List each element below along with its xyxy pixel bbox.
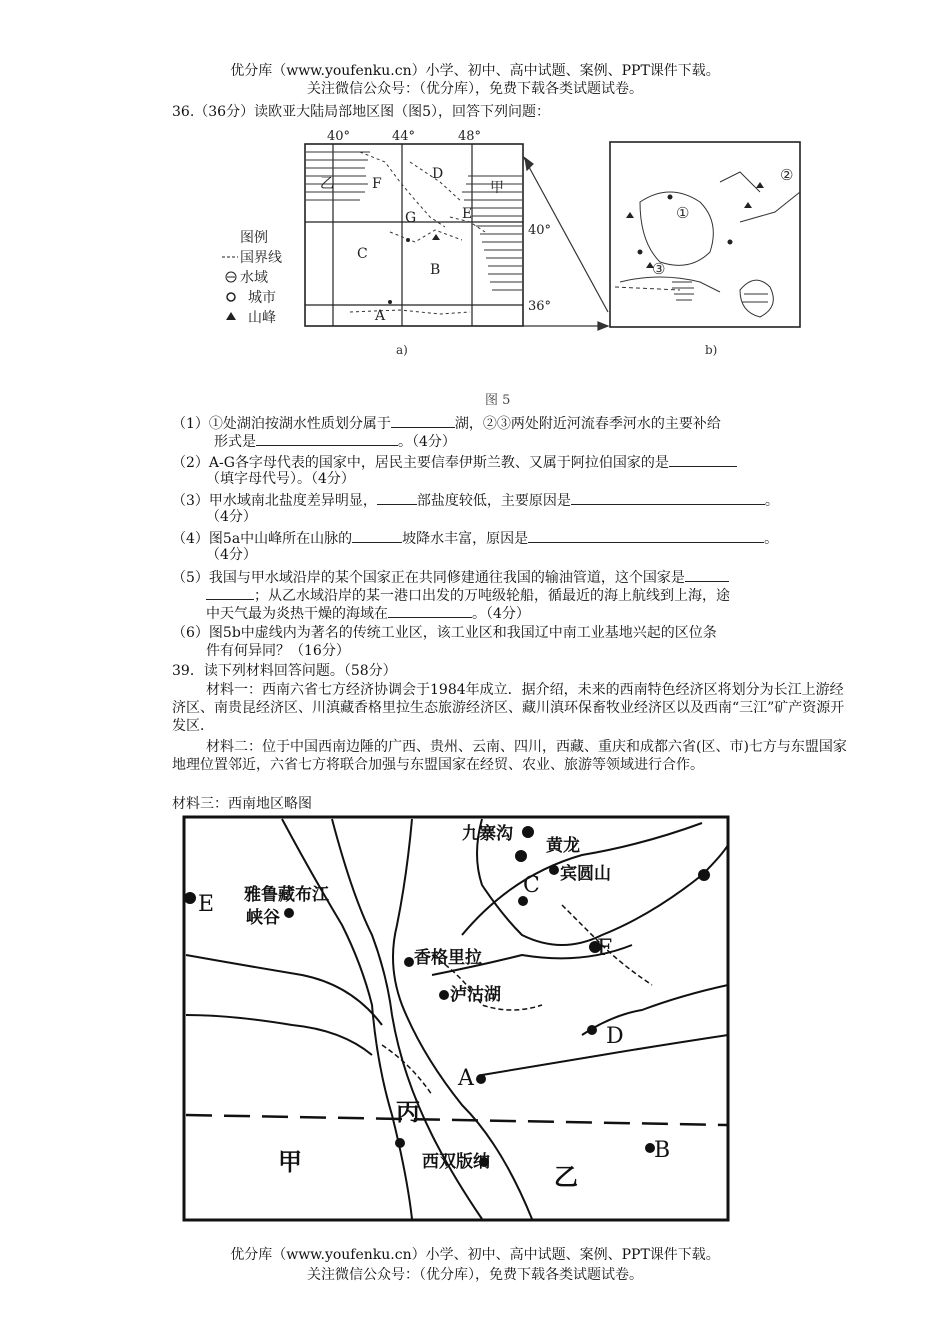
southwest-map xyxy=(182,815,730,1223)
country-letter-C: C xyxy=(357,246,368,262)
country-letter-D: D xyxy=(432,166,444,182)
label-lugu: 泸沽湖 xyxy=(450,985,501,1005)
q36-s6-line1: （6）图5b中虚线内为著名的传统工业区，该工业区和我国辽中南工业基地兴起的区位条 xyxy=(172,625,717,641)
map-label-jia: 甲 xyxy=(278,1147,302,1176)
lon-label-48: 48° xyxy=(458,129,482,144)
figure-5a-map xyxy=(305,129,551,357)
legend-water: 水域 xyxy=(240,270,268,286)
legend-peak: 山峰 xyxy=(248,310,276,326)
country-letter-B: B xyxy=(430,262,441,278)
q39-material-1: 材料一：西南六省七方经济协调会于1984年成立．据介绍，未来的西南特色经济区将划分为长江上游经济区、南贵昆经济区、川滇藏香格里拉生态旅游经济区、藏川滇环保畜牧业经济区以及西南“三江”矿产资源开发区． xyxy=(172,682,845,734)
country-letter-E: E xyxy=(462,206,473,222)
figure-5-legend xyxy=(222,230,282,326)
map-letter-B: B xyxy=(654,1138,671,1163)
figure-5 xyxy=(200,122,810,412)
q36-s5-line3: 中天气最为炎热干燥的海域在 。（4分） xyxy=(172,603,886,623)
label-yarlung: 雅鲁藏布江 xyxy=(244,885,329,905)
country-letter-G: G xyxy=(405,210,417,226)
country-letter-F: F xyxy=(372,176,382,192)
map-label-yi: 乙 xyxy=(554,1162,578,1191)
label-xishuangbanna: 西双版纳 xyxy=(422,1152,490,1172)
q36-s5-line2: ；从乙水域沿岸的某一港口出发的万吨级轮船，循最近的海上航线到上海，途 xyxy=(172,585,886,605)
figure-5a-label: a) xyxy=(396,343,408,357)
q36-s2-line2: （填字母代号）。（4分） xyxy=(206,471,355,487)
circled-2: ② xyxy=(780,166,794,184)
label-shangrila: 香格里拉 xyxy=(414,948,482,968)
legend-title: 图例 xyxy=(240,230,268,246)
map-letter-D: D xyxy=(606,1024,624,1049)
q39-stem: 39．读下列材料回答问题。（58分） xyxy=(172,663,397,679)
q36-s4-line1: （4）图5a中山峰所在山脉的 坡降水丰富，原因是 。 xyxy=(172,528,852,548)
header-line-1: 优分库（www.youfenku.cn）小学、初中、高中试题、案例、PPT课件下载。 xyxy=(230,63,720,79)
label-jiuzhaigou: 九寨沟 xyxy=(462,824,513,844)
q36-s4-line2: （4分） xyxy=(206,547,257,563)
q39-material-2: 材料二：位于中国西南边陲的广西、贵州、云南、四川，西藏、重庆和成都六省(区、市)七方与东盟国家地理位置邻近，六省七方将联合加强与东盟国家在经贸、农业、旅游等领域进行合作。 xyxy=(172,739,847,773)
q36-stem: 36.（36分）读欧亚大陆局部地区图（图5），回答下列问题： xyxy=(172,104,550,120)
circled-1: ① xyxy=(676,204,690,222)
map-letter-C: C xyxy=(523,873,540,898)
q36-s3-line1: （3）甲水域南北盐度差异明显， 部盐度较低，主要原因是 。 xyxy=(172,490,852,510)
figure-5b-label: b) xyxy=(705,343,718,357)
country-letter-A: A xyxy=(375,308,386,324)
q36-s1-line1: （1）①处湖泊按湖水性质划分属于 湖，②③两处附近河流春季河水的主要补给 xyxy=(172,413,852,433)
country-letter-yi: 乙 xyxy=(320,176,334,192)
q36-s5-line1: （5）我国与甲水域沿岸的某个国家正在共同修建通往我国的输油管道，这个国家是 xyxy=(172,567,852,587)
header-line-2: 关注微信公众号：（优分库），免费下载各类试题试卷。 xyxy=(307,81,643,97)
figure-5b-map xyxy=(610,142,800,357)
map-letter-A: A xyxy=(458,1066,474,1091)
q36-s3-line2: （4分） xyxy=(206,509,257,525)
legend-city: 城市 xyxy=(248,290,276,306)
map-label-bing: 丙 xyxy=(396,1097,420,1126)
label-baoyuanshan: 宾圆山 xyxy=(560,864,611,884)
footer-line-2: 关注微信公众号：（优分库），免费下载各类试题试卷。 xyxy=(307,1267,643,1283)
figure-5-caption: 图 5 xyxy=(485,393,511,408)
map-letter-F: F xyxy=(597,936,613,961)
map-letter-E: E xyxy=(198,892,215,917)
q36-s6-line2: 件有何异同？（16分） xyxy=(206,643,350,659)
label-huanglong: 黄龙 xyxy=(546,836,580,856)
lon-label-40: 40° xyxy=(327,129,351,144)
q39-material-3-title: 材料三：西南地区略图 xyxy=(172,796,312,812)
lat-label-40: 40° xyxy=(528,223,552,238)
circled-3: ③ xyxy=(652,260,666,278)
q36-s2-line1: （2）A-G各字母代表的国家中，居民主要信奉伊斯兰教、又属于阿拉伯国家的是 xyxy=(172,452,852,472)
lon-label-44: 44° xyxy=(392,129,416,144)
footer-line-1: 优分库（www.youfenku.cn）小学、初中、高中试题、案例、PPT课件下载。 xyxy=(230,1247,720,1263)
q36-s1-line2: 形式是 。（4分） xyxy=(172,431,894,451)
legend-border: 国界线 xyxy=(240,250,282,266)
label-gorge: 峡谷 xyxy=(246,908,280,928)
lat-label-36: 36° xyxy=(528,299,552,314)
country-letter-jia: 甲 xyxy=(490,180,504,196)
